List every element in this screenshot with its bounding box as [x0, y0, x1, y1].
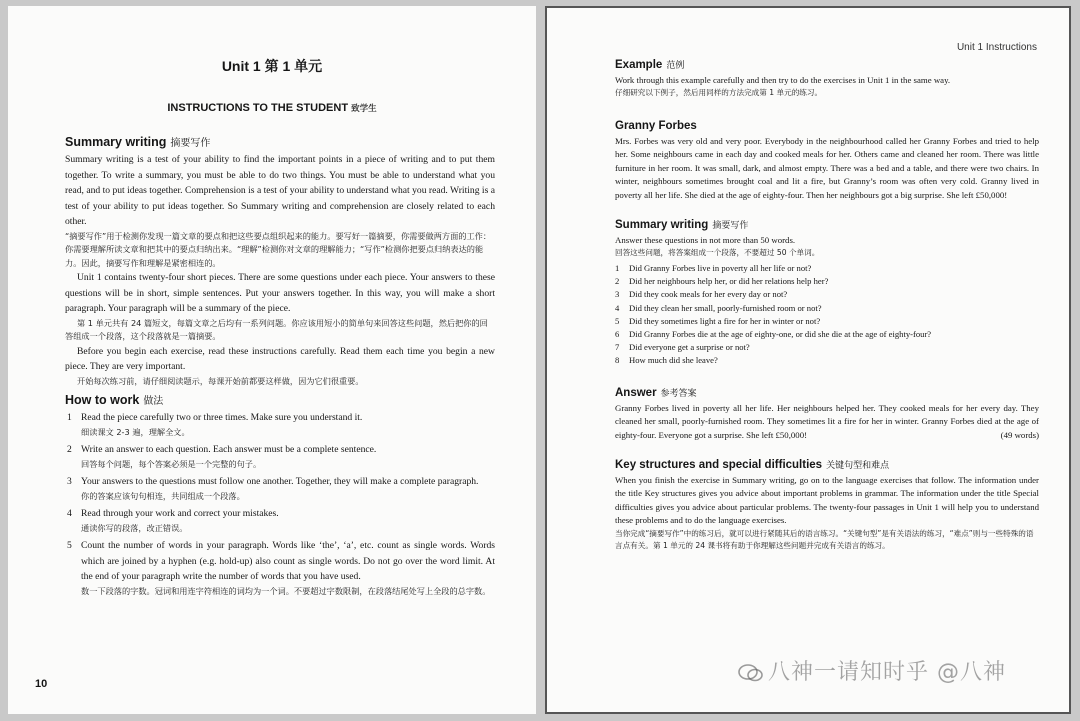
- question-text: Did Granny Forbes live in poverty all her life or not?: [629, 262, 812, 273]
- question-text: Did they sometimes light a fire for her in winter or not?: [629, 315, 821, 326]
- example-heading-cn: 范例: [666, 61, 685, 71]
- step-number: 2: [67, 444, 72, 455]
- key-structures-heading-en: Key structures and special difficulties: [615, 459, 823, 471]
- step-text: Your answers to the questions must follow one another. Together, they will make a complete paragraph.: [81, 476, 479, 487]
- question-text: Did they cook meals for her every day or not?: [629, 289, 788, 300]
- key-structures-heading-cn: 关键句型和难点: [826, 461, 890, 471]
- key-structures-text-cn: 当你完成“摘要写作”中的练习后，就可以进行紧随其后的语言练习。“关键句型”是有关语法的练习，“难点”则与一些特殊的语言点有关。第 1 单元的 24 课书将有助于你理解这些问题并完成有关语言的练习。: [615, 528, 1034, 551]
- list-item: [615, 315, 1039, 328]
- summary-instruction-cn: 回答这些问题，将答案组成一个段落，不要超过 50 个单词。: [615, 248, 820, 258]
- summary-writing-heading: [65, 134, 495, 149]
- summary-instruction: Answer these questions in not more than 50 words.: [615, 235, 796, 245]
- unit-title: Unit 1 第 1 单元: [221, 58, 323, 74]
- summary-heading-cn: 摘要写作: [170, 138, 211, 149]
- example-text-cn: 仔细研究以下例子，然后用同样的方法完成第 1 单元的练习。: [615, 88, 823, 98]
- step-text: Write an answer to each question. Each answer must be a complete sentence.: [81, 444, 377, 455]
- word-count: (49 words): [1000, 429, 1039, 440]
- list-item: [65, 538, 495, 598]
- step-text: Read through your work and correct your mistakes.: [81, 508, 279, 519]
- list-item: [615, 328, 1039, 341]
- key-structures-section: [615, 458, 1039, 553]
- summary-heading-en: Summary writing: [65, 135, 167, 149]
- chat-bubble-icon: [738, 664, 764, 682]
- summary-paragraph-1: Summary writing is a test of your ability to find the important points in a piece of writing and to put them together. To write a summary, you must be able to do two things. You must be able to understand what you read, and to put ideas together. Comprehension is a test of your ability to understand what you read. Writing is a test of your ability to put ideas together. So Summary writing and comprehension are closely related to each other.: [65, 154, 495, 227]
- question-number: 2: [615, 276, 620, 287]
- how-to-work-steps: [65, 410, 495, 598]
- question-number: 6: [615, 328, 620, 339]
- summary-writing-section: [65, 134, 495, 388]
- step-text-cn: 你的答案应该句句相连，共同组成一个段落。: [81, 490, 245, 501]
- list-item: [615, 288, 1039, 301]
- step-text-cn: 通读你写的段落，改正错误。: [81, 522, 188, 533]
- list-item: [65, 506, 495, 535]
- step-number: 1: [67, 412, 72, 423]
- answer-heading-en: Answer: [615, 387, 657, 399]
- example-text: Work through this example carefully and then try to do the exercises in Unit 1 in the same way.: [615, 75, 951, 85]
- list-item: [65, 410, 495, 439]
- granny-forbes-section: [615, 120, 1039, 202]
- list-item: [615, 275, 1039, 288]
- watermark: [738, 655, 1006, 686]
- question-text: Did Granny Forbes die at the age of eighty-one, or did she die at the age of eighty-four?: [629, 328, 932, 339]
- question-number: 3: [615, 289, 620, 300]
- summary-example-heading-en: Summary writing: [615, 219, 709, 231]
- answer-heading-cn: 参考答案: [660, 389, 697, 399]
- step-number: 5: [67, 540, 72, 551]
- answer-section: [615, 386, 1039, 442]
- summary-example-heading-cn: 摘要写作: [712, 221, 749, 231]
- how-to-work-heading-cn: 做法: [143, 396, 164, 407]
- summary-paragraph-2: Unit 1 contains twenty-four short pieces. There are some questions under each piece. Your answers to these questions will be in short, simple sentences. Put your answers together. In this way, you will make a short paragraph. Your paragraph will be a summary of the piece.: [65, 272, 495, 314]
- list-item: [615, 341, 1039, 354]
- list-item: [65, 442, 495, 471]
- question-number: 5: [615, 315, 620, 326]
- example-heading: [615, 58, 1039, 71]
- summary-writing-example-section: [615, 218, 1039, 368]
- step-text-cn: 细读课文 2-3 遍，理解全文。: [81, 426, 190, 437]
- step-text-cn: 数一下段落的字数。冠词和用连字符相连的词均为一个词。不要超过字数限制，在段落结尾处写上全段的总字数。: [81, 585, 491, 596]
- how-to-work-heading: [65, 392, 495, 407]
- granny-forbes-heading: Granny Forbes: [615, 120, 697, 132]
- list-item: [615, 354, 1039, 367]
- left-page: [8, 6, 536, 714]
- answer-text: Granny Forbes lived in poverty all her life. Her neighbours helped her. They cooked meals for her every day. They cleaned her small, poorly-furnished room. They sometimes lit a fire for her in winter. Granny Forbes died at the age of eighty-four. Everyone got a surprise. She left £50,000!: [615, 403, 1039, 440]
- question-number: 4: [615, 302, 620, 313]
- key-structures-heading: [615, 458, 1039, 471]
- step-number: 4: [67, 508, 72, 519]
- example-section: [615, 58, 1039, 100]
- summary-paragraph-3: Before you begin each exercise, read these instructions carefully. Read them each time you begin a new piece. They are very important.: [65, 345, 495, 372]
- summary-paragraph-3-cn: 开始每次练习前，请仔细阅读题示，每课开始前都要这样做，因为它们很重要。: [77, 375, 364, 386]
- question-text: How much did she leave?: [629, 355, 718, 366]
- list-item: [65, 474, 495, 503]
- step-text: Read the piece carefully two or three times. Make sure you understand it.: [81, 412, 363, 423]
- question-list: [615, 262, 1039, 368]
- step-text-cn: 回答每个问题，每个答案必须是一个完整的句子。: [81, 458, 262, 469]
- question-text: Did everyone get a surprise or not?: [629, 342, 750, 353]
- how-to-work-section: [65, 392, 495, 601]
- answer-paragraph: [615, 402, 1039, 442]
- summary-paragraph-1-cn: “摘要写作”用于检测你发现一篇文章的要点和把这些要点组织起来的能力。要写好一篇摘要，你需要做两方面的工作：你需要理解所读文章和把其中的要点归纳出来。“理解”检测你对文章的理解能力；“写作”检测你把要点归纳表达的能力。因此，摘要写作和理解是紧密相连的。: [65, 230, 492, 268]
- question-number: 8: [615, 355, 620, 366]
- granny-forbes-passage: Mrs. Forbes was very old and very poor. Everybody in the neighbourhood called her Granny Forbes and tried to help her. Some neighbours came in each day and cooked meals for her. Others came and cleaned her room. There was little furniture in her room. It was small, dark, and almost empty. There was a bed and a table, and there were two chairs. In winter, neighbours sometimes brought coal and lit a fire, but Granny’s room was often very cold. Granny lived in poverty all her life. She died at the age of eighty-four. Then her neighbours got a big surprise. She left £50,000!: [615, 136, 1039, 200]
- summary-paragraph-2-cn: 第 1 单元共有 24 篇短文，每篇文章之后均有一系列问题。你应该用短小的简单句来回答这些问题，然后把你的回答组成一个段落，这个段落就是一篇摘要。: [65, 317, 488, 341]
- answer-heading: [615, 386, 1039, 399]
- watermark-text: 八神一请知时乎 @八神: [768, 660, 1006, 685]
- step-number: 3: [67, 476, 72, 487]
- list-item: [615, 302, 1039, 315]
- page-number: 10: [35, 678, 48, 690]
- right-page: [545, 6, 1071, 714]
- instructions-title: [8, 102, 536, 114]
- instructions-title-cn: 致学生: [351, 104, 377, 114]
- list-item: [615, 262, 1039, 275]
- summary-example-heading: [615, 218, 1039, 231]
- step-text: Count the number of words in your paragraph. Words like ‘the’, ‘a’, etc. count as single words. Words which are joined by a hyphen (e.g. hold-up) also count as single words. Do not go over the word limit. At the end of your paragraph write the number of words that you have used.: [81, 540, 495, 582]
- how-to-work-heading-en: How to work: [65, 393, 140, 407]
- question-text: Did her neighbours help her, or did her relations help her?: [629, 276, 829, 287]
- running-head: Unit 1 Instructions: [956, 42, 1037, 53]
- instructions-title-en: INSTRUCTIONS TO THE STUDENT: [167, 102, 349, 114]
- question-number: 7: [615, 342, 620, 353]
- question-text: Did they clean her small, poorly-furnished room or not?: [629, 302, 822, 313]
- key-structures-text: When you finish the exercise in Summary writing, go on to the language exercises that follow. The information under the title Key structures gives you advice about important problems in grammar. The information under the title Special difficulties gives you advice about particular problems. The twenty-four passages in Unit 1 will help you to understand these problems and to do the language exercises.: [615, 475, 1039, 526]
- question-number: 1: [615, 262, 620, 273]
- example-heading-en: Example: [615, 59, 663, 71]
